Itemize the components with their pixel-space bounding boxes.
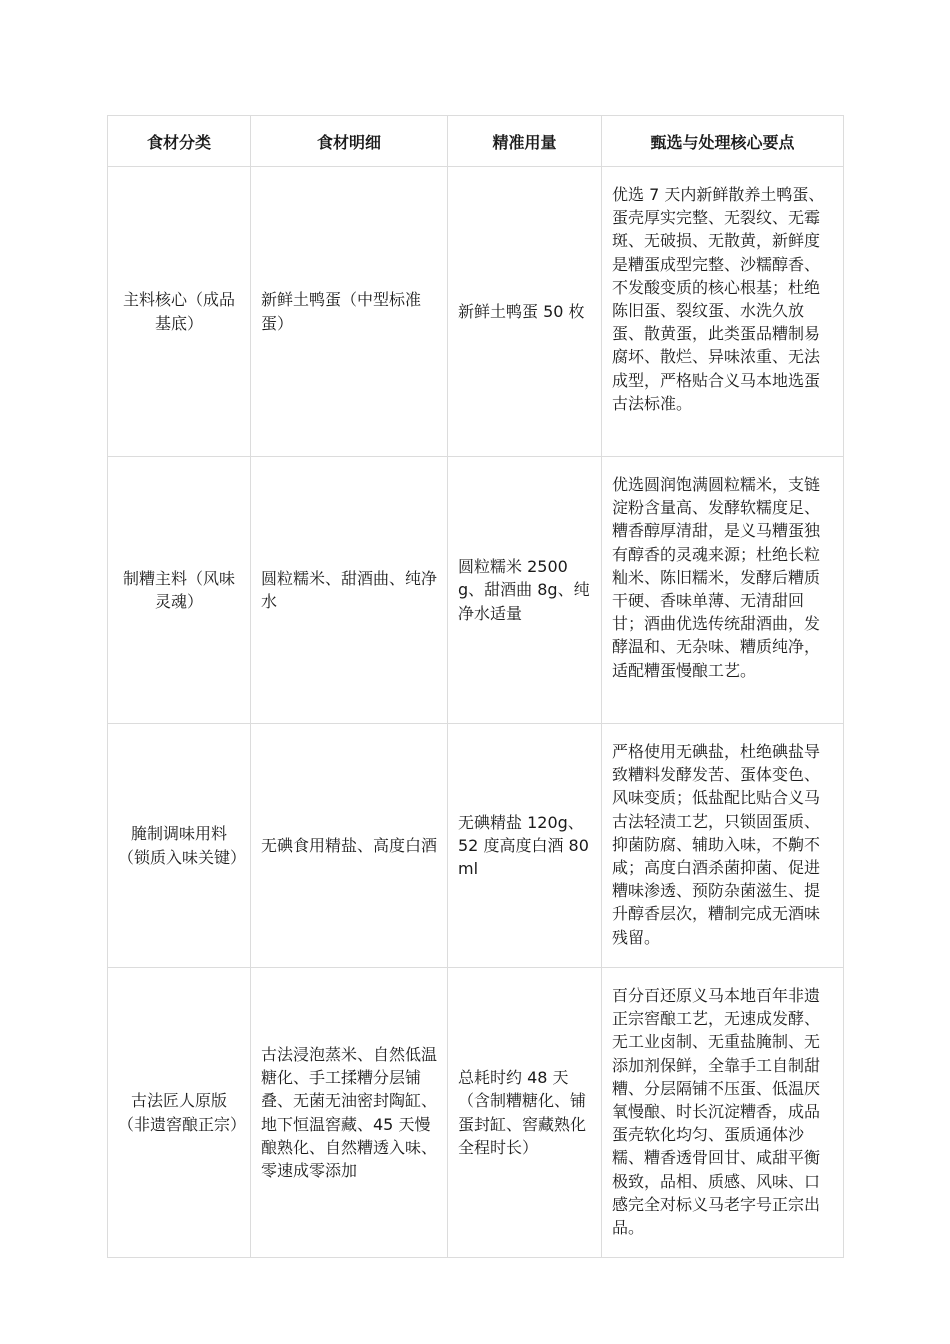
table-row (108, 167, 844, 457)
cell-quantity: 总耗时约 48 天（含制糟糖化、铺蛋封缸、窖藏熟化全程时长） (448, 968, 602, 1258)
cell-quantity: 圆粒糯米 2500g、甜酒曲 8g、纯净水适量 (448, 457, 602, 724)
cell-item: 新鲜土鸭蛋（中型标准蛋） (251, 167, 448, 457)
cell-quantity: 无碘精盐 120g、52 度高度白酒 80ml (448, 724, 602, 968)
header-quantity: 精准用量 (448, 116, 602, 167)
table-row (108, 724, 844, 968)
cell-key-points: 优选 7 天内新鲜散养土鸭蛋、蛋壳厚实完整、无裂纹、无霉斑、无破损、无散黄，新鲜度是糟蛋成型完整、沙糯醇香、不发酸变质的核心根基；杜绝陈旧蛋、裂纹蛋、水洗久放蛋、散黄蛋，此类蛋品糟制易腐坏、散烂、异味浓重、无法成型，严格贴合义马本地选蛋古法标准。 (602, 167, 844, 457)
cell-key-points: 严格使用无碘盐，杜绝碘盐导致糟料发酵发苦、蛋体变色、风味变质；低盐配比贴合义马古法轻渍工艺，只锁固蛋质、抑菌防腐、辅助入味，不齁不咸；高度白酒杀菌抑菌、促进糟味渗透、预防杂菌滋生、提升醇香层次，糟制完成无酒味残留。 (602, 724, 844, 968)
cell-category: 古法匠人原版（非遗窖酿正宗） (108, 968, 251, 1258)
cell-key-points: 优选圆润饱满圆粒糯米，支链淀粉含量高、发酵软糯度足、糟香醇厚清甜，是义马糟蛋独有醇香的灵魂来源；杜绝长粒籼米、陈旧糯米，发酵后糟质干硬、香味单薄、无清甜回甘；酒曲优选传统甜酒曲，发酵温和、无杂味、糟质纯净，适配糟蛋慢酿工艺。 (602, 457, 844, 724)
cell-item: 圆粒糯米、甜酒曲、纯净水 (251, 457, 448, 724)
cell-category: 主料核心（成品基底） (108, 167, 251, 457)
table-row (108, 457, 844, 724)
cell-category: 制糟主料（风味灵魂） (108, 457, 251, 724)
cell-item: 古法浸泡蒸米、自然低温糖化、手工揉糟分层铺叠、无菌无油密封陶缸、地下恒温窖藏、45 天慢酿熟化、自然糟透入味、零速成零添加 (251, 968, 448, 1258)
table-row (108, 968, 844, 1258)
document-page (107, 115, 844, 1258)
ingredient-table (107, 115, 844, 1258)
cell-item: 无碘食用精盐、高度白酒 (251, 724, 448, 968)
table-header-row (108, 116, 844, 167)
header-key-points: 甄选与处理核心要点 (602, 116, 844, 167)
cell-key-points: 百分百还原义马本地百年非遗正宗窖酿工艺，无速成发酵、无工业卤制、无重盐腌制、无添加剂保鲜，全靠手工自制甜糟、分层隔铺不压蛋、低温厌氧慢酿、时长沉淀糟香，成品蛋壳软化均匀、蛋质通体沙糯、糟香透骨回甘、咸甜平衡极致，品相、质感、风味、口感完全对标义马老字号正宗出品。 (602, 968, 844, 1258)
cell-category: 腌制调味用料（锁质入味关键） (108, 724, 251, 968)
cell-quantity: 新鲜土鸭蛋 50 枚 (448, 167, 602, 457)
header-item: 食材明细 (251, 116, 448, 167)
header-category: 食材分类 (108, 116, 251, 167)
